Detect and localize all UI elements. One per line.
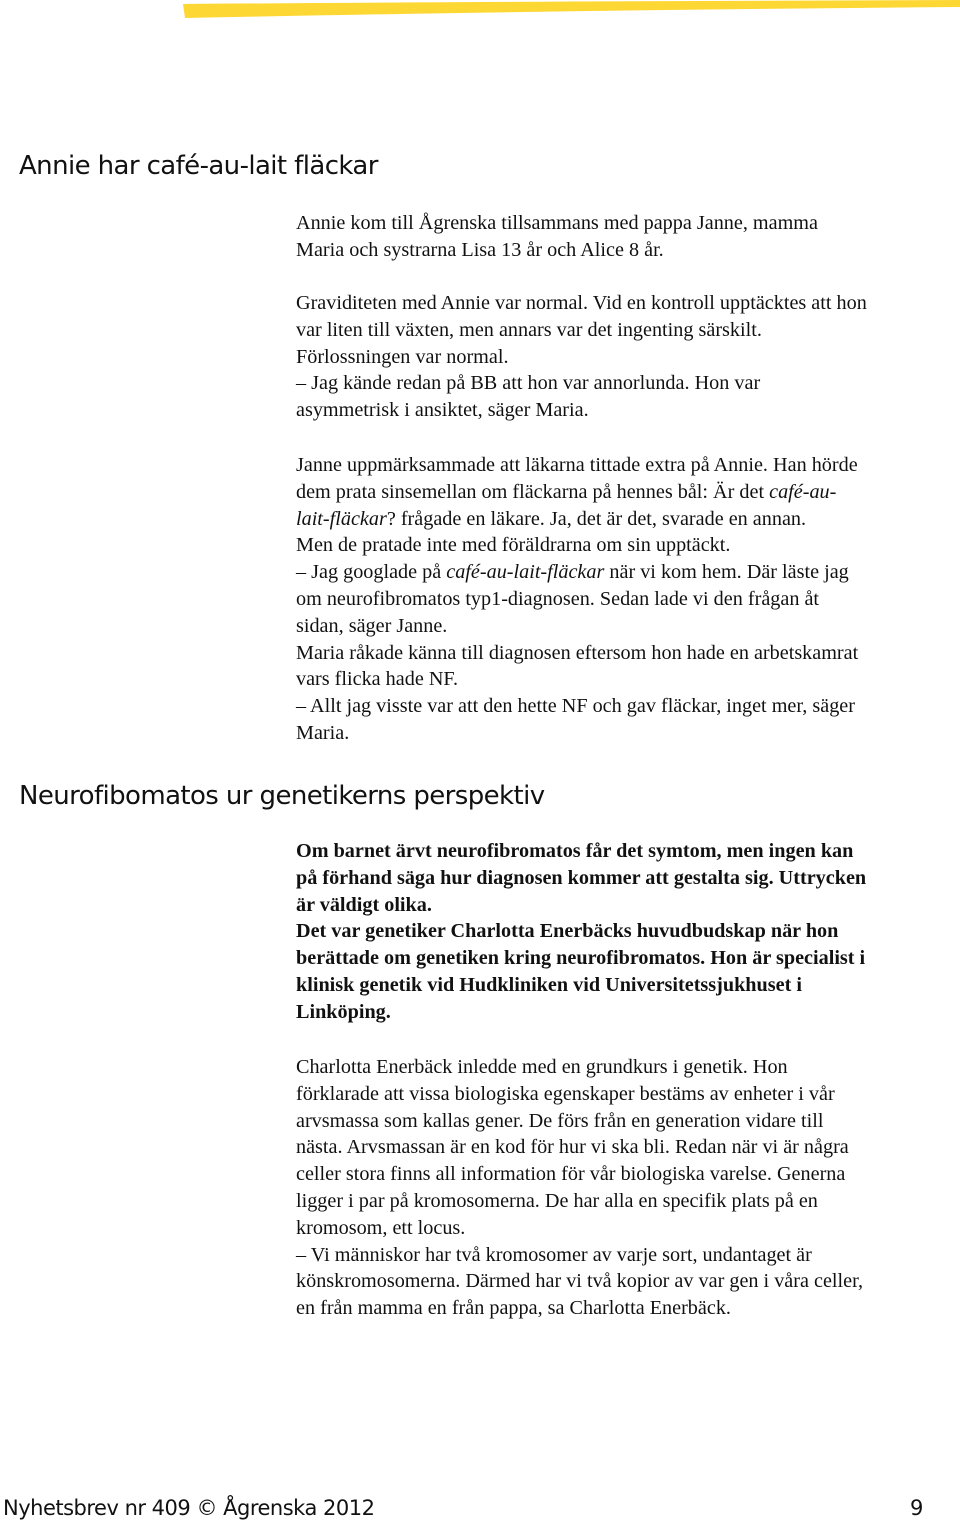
text-line: förklarade att vissa biologiska egenskaper bestäms av enheter i vår — [296, 1082, 835, 1105]
text-line: Men de pratade inte med föräldrarna om sin upptäckt. — [296, 534, 731, 557]
text-line: Om barnet ärvt neurofibromatos får det symtom, men ingen kan — [296, 840, 854, 862]
text-run: ? frågade en läkare. Ja, det är det, svarade en annan. — [386, 507, 807, 530]
text-line: klinisk genetik vid Hudkliniken vid Universitetssjukhuset i — [296, 973, 802, 996]
text-line: ligger i par på kromosomerna. De har alla en specifik plats på en — [296, 1189, 818, 1212]
text-run: – Jag googlade på — [296, 561, 447, 584]
text-line: på förhand säga hur diagnosen kommer att gestalta sig. Uttrycken — [296, 866, 867, 889]
text-line: om neurofibromatos typ1-diagnosen. Sedan lade vi den frågan åt — [296, 587, 820, 610]
text-line: Annie kom till Ågrenska tillsammans med pappa Janne, mamma — [296, 212, 818, 234]
italic-term: café-au-lait-fläckar — [446, 561, 605, 584]
text-line: är väldigt olika. — [296, 893, 432, 916]
text-line: Maria. — [296, 721, 350, 744]
text-line: arvsmassa som kallas gener. De förs från en generation vidare till — [296, 1109, 824, 1132]
text-line: Maria råkade känna till diagnosen eftersom hon hade en arbetskamrat — [296, 641, 859, 664]
text-line: berättade om genetiken kring neurofibromatos. Hon är specialist i — [296, 947, 866, 970]
text-line: vars flicka hade NF. — [296, 668, 459, 691]
footer-publication: Nyhetsbrev nr 409 © Ågrenska 2012 — [3, 1496, 375, 1520]
doctors-paragraph — [296, 452, 960, 747]
text-line: Linköping. — [296, 1000, 391, 1023]
text-line: Maria och systrarna Lisa 13 år och Alice 8 år. — [296, 238, 664, 261]
yellow-swoosh-shape — [183, 0, 960, 18]
text-line: nästa. Arvsmassan är en kod för hur vi ska bli. Redan när vi är några — [296, 1136, 849, 1159]
pregnancy-paragraph — [296, 290, 960, 424]
text-line: Förlossningen var normal. — [296, 345, 509, 368]
text-line: kromosom, ett locus. — [296, 1216, 466, 1239]
section-heading-genetics: Neurofibomatos ur genetikerns perspektiv — [19, 781, 545, 811]
text-run: dem prata sinsemellan om fläckarna på hennes bål: Är det — [296, 480, 770, 503]
genetics-intro-bold — [296, 838, 960, 1026]
text-line: – Allt jag visste var att den hette NF och gav fläckar, inget mer, säger — [296, 695, 855, 718]
italic-term: lait-fläckar — [296, 507, 387, 530]
text-line: – Jag kände redan på BB att hon var annorlunda. Hon var — [296, 372, 761, 395]
text-line: Graviditeten med Annie var normal. Vid en kontroll upptäcktes att hon — [296, 292, 867, 314]
text-line: sidan, säger Janne. — [296, 614, 448, 637]
text-line: Janne uppmärksammade att läkarna tittade extra på Annie. Han hörde — [296, 454, 858, 476]
yellow-header-swoosh — [0, 0, 960, 24]
text-line — [296, 559, 960, 586]
italic-term: café-au- — [769, 480, 837, 503]
text-line: Charlotta Enerbäck inledde med en grundkurs i genetik. Hon — [296, 1056, 788, 1078]
text-line: könskromosomerna. Därmed har vi två kopior av var gen i våra celler, — [296, 1270, 864, 1293]
text-line — [296, 479, 960, 506]
intro-paragraph — [296, 210, 960, 264]
text-line: en från mamma en från pappa, sa Charlotta Enerbäck. — [296, 1297, 731, 1320]
text-line — [296, 506, 960, 533]
page-number: 9 — [910, 1496, 923, 1520]
text-line: asymmetrisk i ansiktet, säger Maria. — [296, 399, 589, 422]
genetics-body-paragraph — [296, 1054, 960, 1322]
text-line: celler stora finns all information för vår biologiska varelse. Generna — [296, 1163, 846, 1186]
text-line: – Vi människor har två kromosomer av varje sort, undantaget är — [296, 1243, 812, 1266]
section-heading-annie: Annie har café-au-lait fläckar — [19, 151, 378, 181]
text-line: Det var genetiker Charlotta Enerbäcks huvudbudskap när hon — [296, 920, 839, 943]
text-run: när vi kom hem. Där läste jag — [604, 561, 849, 584]
text-line: var liten till växten, men annars var det ingenting särskilt. — [296, 318, 762, 341]
